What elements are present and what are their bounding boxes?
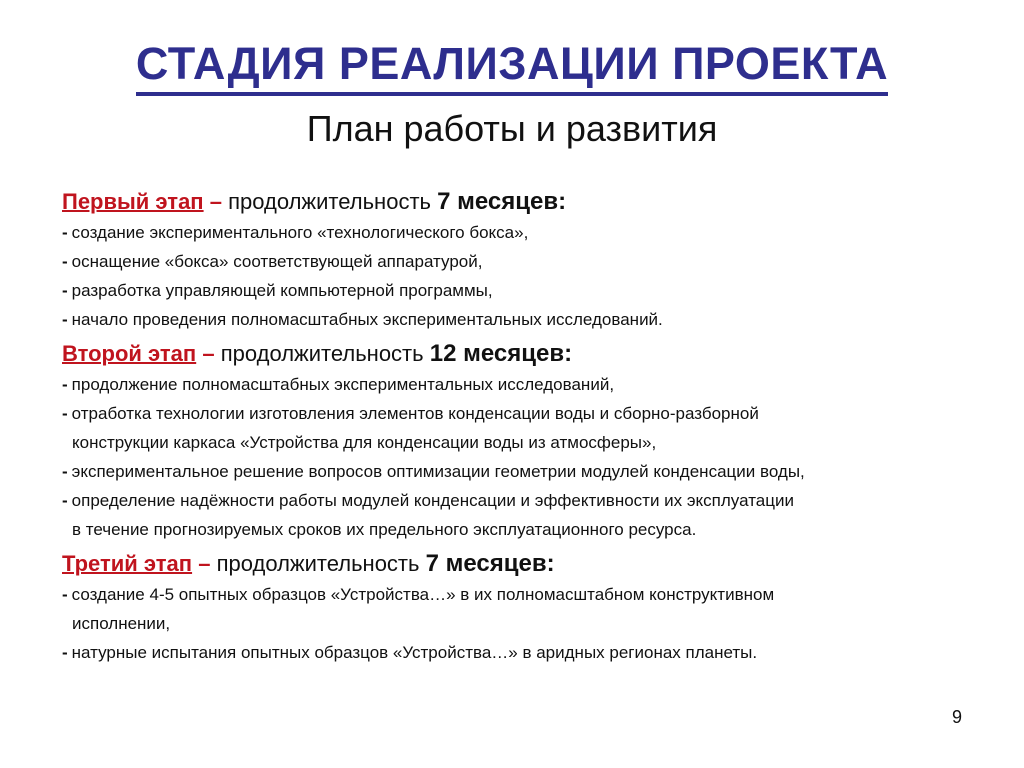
- stage-duration-value: 7 месяцев:: [425, 550, 555, 577]
- dash-bullet: -: [62, 643, 68, 662]
- slide-subtitle: План работы и развития: [306, 108, 718, 149]
- dash-bullet: -: [62, 281, 68, 300]
- stage-duration-prefix: продолжительность: [220, 341, 424, 366]
- stage-duration-prefix: продолжительность: [228, 189, 431, 214]
- stage-list-item: [62, 247, 962, 276]
- stage-duration-value: 12 месяцев:: [429, 340, 573, 367]
- dash-bullet: -: [62, 310, 68, 329]
- stage-list-item: [62, 370, 962, 399]
- dash-bullet: -: [62, 404, 68, 423]
- page-number: 9: [951, 707, 962, 727]
- list-item-continuation: в течение прогнозируемых сроков их предельного эксплуатационного ресурса.: [72, 520, 697, 539]
- dash-bullet: -: [62, 375, 68, 394]
- list-item-continuation: исполнении,: [72, 614, 171, 633]
- stage-label: Второй этап: [62, 341, 197, 366]
- stage-dash: –: [198, 551, 211, 576]
- stage-list-item: [62, 457, 962, 486]
- stage-dash: –: [209, 189, 222, 214]
- list-item-text: определение надёжности работы модулей конденсации и эффективности их эксплуатации: [71, 491, 794, 510]
- list-item-continuation: конструкции каркаса «Устройства для конденсации воды из атмосферы»,: [72, 433, 657, 452]
- stage-list-item: [62, 638, 962, 667]
- stage-list-item: [62, 276, 962, 305]
- list-item-text: создание 4-5 опытных образцов «Устройства…» в их полномасштабном конструктивном: [71, 585, 775, 604]
- dash-bullet: -: [62, 491, 68, 510]
- stages-content: [62, 186, 962, 667]
- stage-list-item: [62, 305, 962, 334]
- stage-list-item: [62, 218, 962, 247]
- list-item-text: начало проведения полномасштабных экспериментальных исследований.: [71, 310, 663, 329]
- stage-heading: [62, 338, 962, 370]
- dash-bullet: -: [62, 462, 68, 481]
- slide-title: [0, 38, 1024, 96]
- list-item-text: создание экспериментального «технологического бокса»,: [71, 223, 529, 242]
- stage-list-item: [62, 580, 962, 638]
- stage-duration-prefix: продолжительность: [216, 551, 420, 576]
- stage-label: Третий этап: [62, 551, 193, 576]
- list-item-text: продолжение полномасштабных экспериментальных исследований,: [71, 375, 615, 394]
- dash-bullet: -: [62, 223, 68, 242]
- stage-duration-value: 7 месяцев:: [437, 188, 567, 215]
- stage-list-item: [62, 486, 962, 544]
- stage-dash: –: [202, 341, 215, 366]
- list-item-text: натурные испытания опытных образцов «Устройства…» в аридных регионах планеты.: [71, 643, 758, 662]
- list-item-text: разработка управляющей компьютерной программы,: [71, 281, 493, 300]
- dash-bullet: -: [62, 252, 68, 271]
- slide-title-text: СТАДИЯ РЕАЛИЗАЦИИ ПРОЕКТА: [136, 38, 888, 96]
- stage-heading: [62, 186, 962, 218]
- stage-label: Первый этап: [62, 189, 204, 214]
- list-item-text: оснащение «бокса» соответствующей аппаратурой,: [71, 252, 483, 271]
- stage-heading: [62, 548, 962, 580]
- list-item-text: отработка технологии изготовления элементов конденсации воды и сборно-разборной: [71, 404, 759, 423]
- list-item-text: экспериментальное решение вопросов оптимизации геометрии модулей конденсации воды,: [71, 462, 805, 481]
- dash-bullet: -: [62, 585, 68, 604]
- stage-list-item: [62, 399, 962, 457]
